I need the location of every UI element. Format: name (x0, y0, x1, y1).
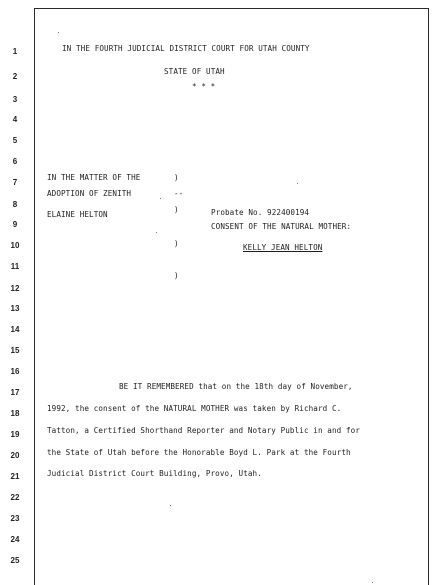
body-line-17: BE IT REMEMBERED that on the 18th day of November, (119, 382, 353, 391)
state-heading: STATE OF UTAH (164, 67, 225, 76)
line-number: 10 (10, 241, 20, 250)
line-number: 12 (10, 284, 20, 293)
caption-bracket: -- (174, 189, 184, 198)
body-line-18: 1992, the consent of the NATURAL MOTHER was taken by Richard C. (47, 404, 342, 413)
scan-speck (297, 183, 298, 184)
line-number: 22 (10, 493, 20, 502)
caption-bracket: ) (174, 239, 179, 248)
caption-bracket: ) (174, 173, 179, 182)
body-line-19: Tatton, a Certified Shorthand Reporter and Notary Public in and for (47, 426, 361, 435)
line-number: 21 (10, 472, 20, 481)
natural-mother-name: KELLY JEAN HELTON (243, 243, 323, 252)
line-number: 6 (12, 157, 18, 166)
line-number: 14 (10, 325, 20, 334)
line-number: 9 (12, 220, 18, 229)
line-number: 15 (10, 346, 20, 355)
scan-speck (156, 232, 157, 233)
probate-number: Probate No. 922400194 (211, 208, 310, 217)
page-border-top (34, 8, 429, 9)
line-number: 19 (10, 430, 20, 439)
caption-line-3: ELAINE HELTON (47, 210, 108, 219)
page-margin-rule (34, 8, 35, 585)
line-number: 25 (10, 556, 20, 565)
caption-bracket: ) (174, 271, 179, 280)
scan-speck (170, 505, 171, 506)
line-number: 23 (10, 514, 20, 523)
line-number: 18 (10, 409, 20, 418)
line-number: 24 (10, 535, 20, 544)
page-border-right (428, 8, 429, 585)
court-heading: IN THE FOURTH JUDICIAL DISTRICT COURT FOR UTAH COUNTY (62, 44, 310, 53)
line-number: 8 (12, 200, 18, 209)
scan-speck (58, 32, 59, 33)
caption-line-2: ADOPTION OF ZENITH (47, 189, 132, 198)
line-number: 16 (10, 367, 20, 376)
heading-stars: * * * (192, 82, 216, 91)
caption-line-1: IN THE MATTER OF THE (47, 173, 141, 182)
body-line-21: Judicial District Court Building, Provo, Utah. (47, 469, 262, 478)
consent-title: CONSENT OF THE NATURAL MOTHER: (211, 222, 352, 231)
line-number: 5 (12, 136, 18, 145)
body-line-20: the State of Utah before the Honorable Boyd L. Park at the Fourth (47, 448, 351, 457)
line-number: 20 (10, 451, 20, 460)
line-number: 4 (12, 115, 18, 124)
scan-speck (160, 198, 161, 199)
line-number: 7 (12, 178, 18, 187)
line-number: 13 (10, 304, 20, 313)
line-number: 1 (12, 47, 18, 56)
line-number: 17 (10, 388, 20, 397)
scan-speck (372, 582, 373, 583)
line-number: 2 (12, 72, 18, 81)
line-number: 11 (10, 262, 20, 271)
line-number: 3 (12, 95, 18, 104)
caption-bracket: ) (174, 205, 179, 214)
